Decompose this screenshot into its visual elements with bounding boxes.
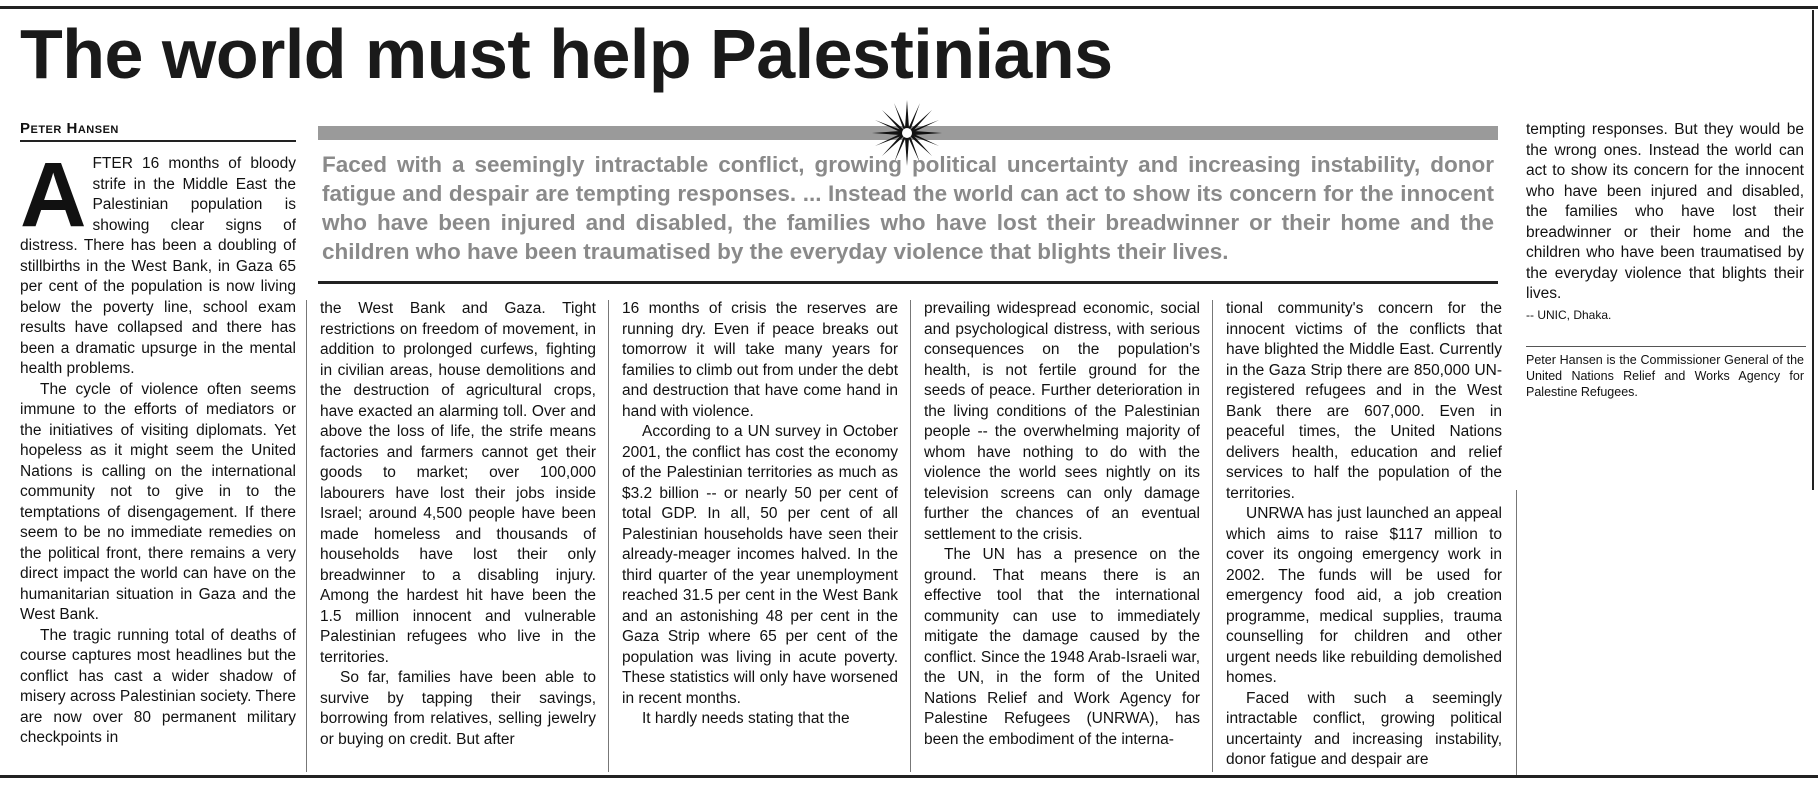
pullquote-rule — [318, 281, 1498, 284]
column-2 — [320, 299, 596, 771]
col2-para-2: So far, families have been able to survive by tapping their savings, borrowing from relatives, selling jewelry or buying on credit. But after — [320, 669, 596, 748]
column-separator — [1516, 490, 1517, 775]
col3-para-3: It hardly needs stating that the — [642, 710, 850, 727]
column-separator — [910, 300, 911, 772]
drop-cap: A — [20, 154, 87, 246]
bottom-rule — [0, 775, 1818, 778]
col1-para-3: The tragic running total of deaths of course captures most headlines but the conflict has cast a wider shadow of misery across Palestinian society. There are now over 80 permanent military checkpoints in — [20, 626, 296, 746]
author-bio: Peter Hansen is the Commissioner General of the United Nations Relief and Works Agency for Palestine Refugees. — [1526, 353, 1804, 399]
col5-para-2: UNRWA has just launched an appeal which aims to raise $117 million to cover its ongoing emergency work in 2002. The funds will be used for emergency food aid, a job creation programme, medical supplies, trauma counselling for children and other urgent needs like rebuilding demolished homes. — [1226, 505, 1502, 686]
col1-para-1: AFTER 16 months of bloody strife in the Middle East the Palestinian population is showing clear signs of distress. There has been a doubling of stillbirths in the West Bank, in Gaza 65 per cent of the population is now living below the poverty line, school exam results have collapsed and there has been a dramatic upsurge in the mental health problems. — [20, 154, 296, 377]
col3-para-2: According to a UN survey in October 2001, the conflict has cost the economy of the Palestinian territories as much as $3.2 billion -- or nearly 50 per cent of total GDP. In all, 50 per cent of all Palestinian households have seen their already-meager incomes halved. In the third quarter of the year unemployment reached 31.5 per cent in the West Bank and an astonishing 48 per cent in the Gaza Strip where 65 per cent of the population was living in acute poverty. These statistics will only have worsened in recent months. — [622, 423, 898, 707]
col4-para-1: prevailing widespread economic, social and psychological distress, with serious consequences on the population's health, is not fertile ground for the seeds of peace. Further deterioration in the living conditions of the Palestinian people -- the overwhelming majority of whom have nothing to do with the violence the world sees nightly on its television screens can only damage further the chances of an eventual settlement to the crisis. — [924, 300, 1200, 543]
bio-rule — [1526, 346, 1806, 347]
byline: Peter Hansen — [20, 120, 119, 137]
col6-para-1: tempting responses. But they would be the wrong ones. Instead the world can act to show its concern for the innocent who have been injured and disabled, the families who have lost their breadwinner or their home and the children who have been traumatised by the everyday violence that blights their lives. -- UNIC, Dhaka. — [1526, 120, 1804, 325]
column-separator — [608, 300, 609, 772]
byline-rule — [20, 140, 296, 142]
col2-para-1: the West Bank and Gaza. Tight restrictions on freedom of movement, in addition to prolonged curfews, fighting in civilian areas, house demolitions and the destruction of agricultural crops, have exacted an alarming toll. Over and above the loss of life, the strife means factories and farmers cannot get their goods to market; over 100,000 labourers have lost their jobs inside Israel; around 4,500 people have been made homeless and thousands of households have lost their only breadwinner to a disabling injury. Among the hardest hit have been the 1.5 million innocent and vulnerable Palestinian refugees who live in the territories. — [320, 300, 596, 666]
col1-para-2: The cycle of violence often seems immune to the efforts of mediators or the initiatives of visiting diplomats. Yet hopeless as it might seem the United Nations is calling on the international community not to give in to the temptations of disengagement. If there seem to be no immediate remedies on the political front, there remains a very direct impact the world can have on the humanitarian situation in Gaza and the West Bank. — [20, 380, 296, 623]
column-1 — [20, 154, 296, 774]
column-separator — [1212, 300, 1213, 772]
col5-para-3: Faced with such a seemingly intractable conflict, growing political uncertainty and increasing instability, donor fatigue and despair are — [1226, 689, 1502, 768]
column-3 — [622, 299, 898, 771]
column-4 — [924, 299, 1200, 771]
column-5 — [1226, 299, 1502, 771]
column-6 — [1526, 120, 1804, 330]
credit-line: -- UNIC, Dhaka. — [1526, 307, 1612, 322]
column-separator — [306, 300, 307, 772]
top-rule — [0, 6, 1818, 9]
pullquote: Faced with a seemingly intractable conflict, growing political uncertainty and increasing instability, donor fatigue and despair are tempting responses. ... Instead the world can act to show its concern for the innocent who have been injured and disabled, the families who have lost their breadwinner or their home and the children who have been traumatised by the everyday violence that blights their lives. — [322, 152, 1494, 264]
col4-para-2: The UN has a presence on the ground. That means there is an effective tool that the international community can use to immediately mitigate the damage caused by the conflict. Since the 1948 Arab-Israeli war, the UN, in the form of the United Nations Relief and Work Agency for Palestine Refugees (UNRWA), has been the embodiment of the interna- — [924, 546, 1200, 748]
headline: The world must help Palestinians — [20, 15, 1113, 93]
col5-para-1: tional community's concern for the innocent victims of the conflicts that have blighted the Middle East. Currently in the Gaza Strip there are 850,000 UN-registered refugees and in the West Bank there are 607,000. Even in peaceful times, the United Nations delivers health, education and relief services to half the population of the territories. — [1226, 300, 1502, 502]
right-border — [1812, 10, 1814, 490]
col3-para-1: 16 months of crisis the reserves are running dry. Even if peace breaks out tomorrow it will take many years for families to climb out from under the debt and destruction that have come hand in hand with violence. — [622, 300, 898, 420]
